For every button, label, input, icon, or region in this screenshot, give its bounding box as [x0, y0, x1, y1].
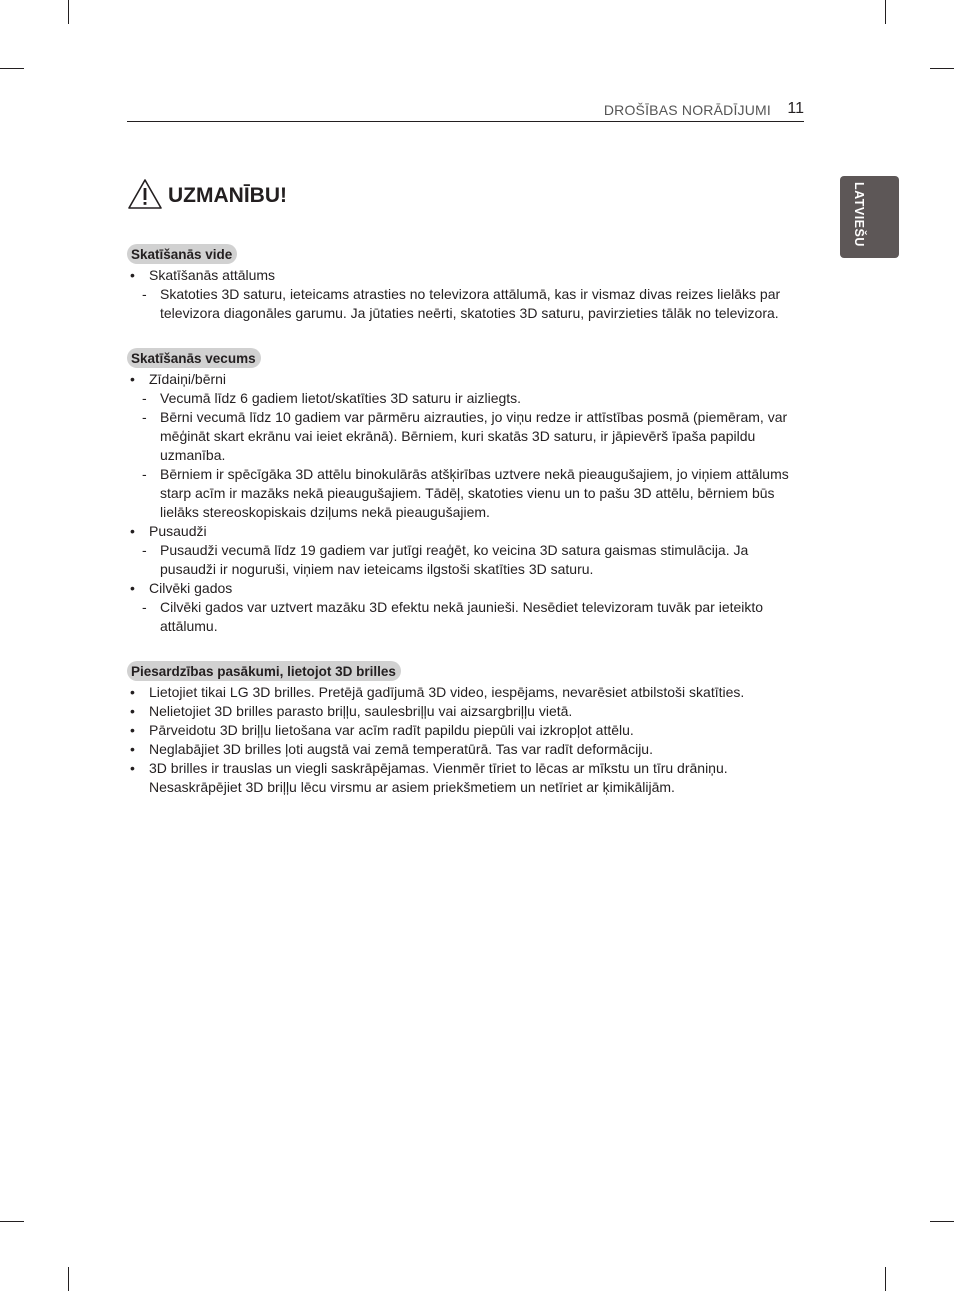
- section-viewing-environment: [127, 244, 797, 323]
- list-item: • Pārveidotu 3D briļļu lietošana var acīm radīt papildu piepūli vai izkropļot attēlu.: [127, 721, 797, 740]
- list-item: • Neglabājiet 3D brilles ļoti augstā vai zemā temperatūrā. Tas var radīt deformāciju.: [127, 740, 797, 759]
- bullet-label: Cilvēki gados: [149, 580, 233, 596]
- section-heading: Skatīšanās vecums: [127, 348, 261, 368]
- crop-mark: [885, 1267, 886, 1291]
- sub-list-item: - Bērniem ir spēcīgāka 3D attēlu binokulārās atšķirības uztvere nekā pieaugušajiem, jo viņiem attālums starp acīm ir mazāks nekā pieaugušajiem. Tādēļ, skatoties vienu un to pašu 3D attēlu, bērniem būs lielāks stereoskopiskais dziļums nekā pieaugušajiem.: [146, 465, 797, 522]
- sub-list-item: - Vecumā līdz 6 gadiem lietot/skatīties 3D saturu ir aizliegts.: [146, 389, 797, 408]
- sub-list-item: - Skatoties 3D saturu, ieteicams atrasties no televizora attālumā, kas ir vismaz divas reizes lielāks par televizora diagonāles garumu. Ja jūtaties neērti, skatoties 3D saturu, pavirzieties tālāk no televizora.: [146, 285, 797, 323]
- header-section-title: DROŠĪBAS NORĀDĪJUMI: [603, 102, 771, 118]
- warning-triangle-icon: [127, 178, 163, 210]
- crop-mark: [68, 0, 69, 24]
- bullet-label: Zīdaiņi/bērni: [149, 371, 227, 387]
- crop-mark: [68, 1267, 69, 1291]
- section-heading: Skatīšanās vide: [127, 244, 237, 264]
- section-glasses-precautions: [127, 661, 797, 797]
- page-number: 11: [787, 100, 804, 117]
- list-item: [127, 370, 797, 522]
- crop-mark: [930, 1221, 954, 1222]
- language-tab-label: LATVIEŠU: [852, 182, 866, 247]
- caution-heading: [127, 176, 287, 212]
- crop-mark: [0, 68, 24, 69]
- list-item: • 3D brilles ir trauslas un viegli saskrāpējamas. Vienmēr tīriet to lēcas ar mīkstu un tīru drāniņu. Nesaskrāpējiet 3D briļļu lēcu virsmu ar asiem priekšmetiem un netīriet ar ķimikālijām.: [127, 759, 797, 797]
- list-item: • Nelietojiet 3D brilles parasto briļļu, saulesbriļļu vai aizsargbriļļu vietā.: [127, 702, 797, 721]
- crop-mark: [0, 1221, 24, 1222]
- list-item: [127, 579, 797, 636]
- header-divider: [127, 121, 804, 122]
- sub-list: [146, 598, 797, 636]
- section-viewing-age: [127, 348, 797, 636]
- sub-list: [146, 541, 797, 579]
- sub-list-item: - Bērni vecumā līdz 10 gadiem var pārmēru aizrauties, jo viņu redze ir attīstības posmā (piemēram, var mēģināt skart ekrānu vai ieiet ekrānā). Bērniem, kuri skatās 3D saturu, ir jāpievērš īpaša papildu uzmanība.: [146, 408, 797, 465]
- sub-list: [146, 285, 797, 323]
- page-header: [127, 100, 804, 122]
- crop-mark: [885, 0, 886, 24]
- language-tab: [840, 176, 899, 258]
- bullet-list: [127, 370, 797, 636]
- bullet-label: Skatīšanās attālums: [149, 267, 276, 283]
- bullet-list: [127, 683, 797, 797]
- sub-list: [146, 389, 797, 522]
- page-content: [127, 244, 797, 822]
- sub-list-item: - Pusaudži vecumā līdz 19 gadiem var jutīgi reaģēt, ko veicina 3D satura gaismas stimulācija. Ja pusaudži ir noguruši, viņiem nav ieteicams ilgstoši skatīties 3D saturu.: [146, 541, 797, 579]
- list-item: • Lietojiet tikai LG 3D brilles. Pretējā gadījumā 3D video, iespējams, nevarēsiet atbilstoši skatīties.: [127, 683, 797, 702]
- section-heading: Piesardzības pasākumi, lietojot 3D brilles: [127, 661, 401, 681]
- list-item: [127, 266, 797, 323]
- list-item: [127, 522, 797, 579]
- sub-list-item: - Cilvēki gados var uztvert mazāku 3D efektu nekā jaunieši. Nesēdiet televizoram tuvāk par ieteikto attālumu.: [146, 598, 797, 636]
- bullet-label: Pusaudži: [149, 523, 207, 539]
- crop-mark: [930, 68, 954, 69]
- bullet-list: [127, 266, 797, 323]
- caution-title: UZMANĪBU!: [168, 184, 287, 207]
